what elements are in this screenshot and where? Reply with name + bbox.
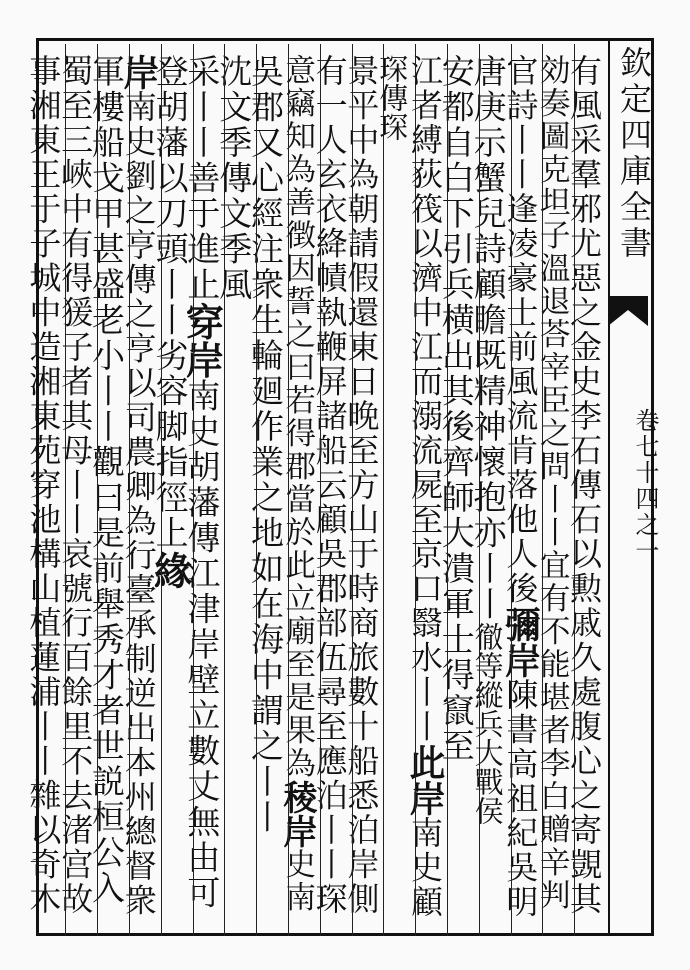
text-segment: 意竊知為善徴因誓之曰若得郡當於此立廟至是果為 [279, 54, 315, 780]
entry-headword: 此岸 [403, 744, 446, 816]
column-rule [383, 44, 384, 936]
column-rule [574, 44, 575, 936]
text-column [342, 54, 381, 924]
column-rule [288, 44, 289, 936]
column-rule [65, 44, 66, 936]
column-rule [447, 44, 448, 936]
text-column [534, 54, 570, 924]
text-segment: 軍樓船戈甲甚盛老小丨丨觀曰是前舉秀才者世説桓公入 [86, 54, 126, 906]
text-column [245, 54, 285, 924]
gutter-book-title: 欽定四庫全書 [615, 46, 653, 262]
text-column [86, 54, 126, 924]
text-segment: 沈文季傳文季風 [214, 54, 254, 303]
text-segment: 効奏圖克坦子溫退荅宰臣之問丨丨宜有不能堪者李白贈辛判 [534, 54, 570, 912]
column-rule [129, 44, 130, 936]
text-column [564, 54, 603, 924]
column-rule [511, 44, 512, 936]
column-rule [256, 44, 257, 936]
text-segment: 景平中為朝請假還東日晚至方山于時商旅數十船悉泊岸側 [342, 54, 381, 917]
entry-headword: 岸 [117, 54, 160, 90]
column-rule [479, 44, 480, 936]
text-segment: 南史劉之亨傳之亨以司農卿為行臺承制逆出本州總督衆 [119, 89, 158, 918]
text-segment: 南史顧 [405, 815, 444, 920]
entry-headword: 穿岸 [179, 302, 225, 379]
text-segment: 江者縛荻筏以濟中江而溺流屍至京口翳水丨丨 [405, 54, 444, 744]
text-column [214, 54, 254, 924]
text-column [276, 54, 317, 924]
text-column [403, 54, 446, 924]
gutter-volume-number: 卷七十四之一 [631, 408, 659, 564]
text-segment: 吳郡又心經注衆生輪廻作業之地如在海中謂之丨丨 [245, 54, 285, 835]
text-column [310, 54, 349, 924]
text-column [376, 54, 408, 924]
entry-headword: 彌岸 [499, 606, 542, 678]
text-segment: 采丨丨善于進止 [182, 54, 222, 303]
text-column [24, 54, 63, 924]
column-rule [224, 44, 225, 936]
column-rule [415, 44, 416, 936]
text-segment: 南史胡藩傳江津岸壁立數丈無由可 [182, 378, 222, 911]
text-segment: 安都自白下引兵横出其後齊師大潰軍士得竄至 [436, 54, 476, 764]
fishtail-mark-icon [608, 296, 648, 326]
text-segment: 唐庚示蟹兒詩顧瞻既精神懷抱亦丨丨 [468, 54, 508, 622]
text-segment: 蜀至三峽中有得猨子者其母丨丨哀號行百餘里不去渚宫故 [56, 54, 95, 917]
entry-headword: 稜岸 [276, 780, 317, 849]
gutter-divider [608, 38, 610, 936]
text-column [468, 54, 508, 924]
column-rule [161, 44, 162, 936]
text-segment: 有一人玄衣絳幘執鞭屏諸船云顧吳郡部伍尋至應泊丨丨琛 [310, 54, 349, 917]
text-column [179, 54, 225, 924]
text-segment: 有風采羣邪尤惡之金史李石傳石以勲戚久處腹心之寄覬其 [564, 54, 603, 917]
text-column [56, 54, 95, 924]
text-segment: 琛傳琛 [375, 54, 410, 141]
text-column [147, 54, 193, 924]
text-segment: 史南 [279, 848, 315, 915]
column-rule [193, 44, 194, 936]
entry-headword: 緣 [147, 551, 193, 589]
column-rule [352, 44, 353, 936]
text-segment: 事湘東王于子城中造湘東苑穿池構山植蓮浦丨丨雜以奇木 [24, 54, 63, 917]
text-segment: 徹等縱兵大戰侯 [470, 622, 505, 825]
text-column [117, 54, 160, 924]
column-rule [320, 44, 321, 936]
column-rule [97, 44, 98, 936]
text-segment: 官詩丨丨逢凌豪士前風流肯落他人後 [501, 54, 540, 606]
text-column [499, 54, 542, 924]
text-segment: 陳書高祖紀吳明 [501, 677, 540, 920]
text-segment: 登胡藩以刀頭丨丨劣容脚指徑上 [150, 54, 190, 551]
column-rule [542, 44, 543, 936]
